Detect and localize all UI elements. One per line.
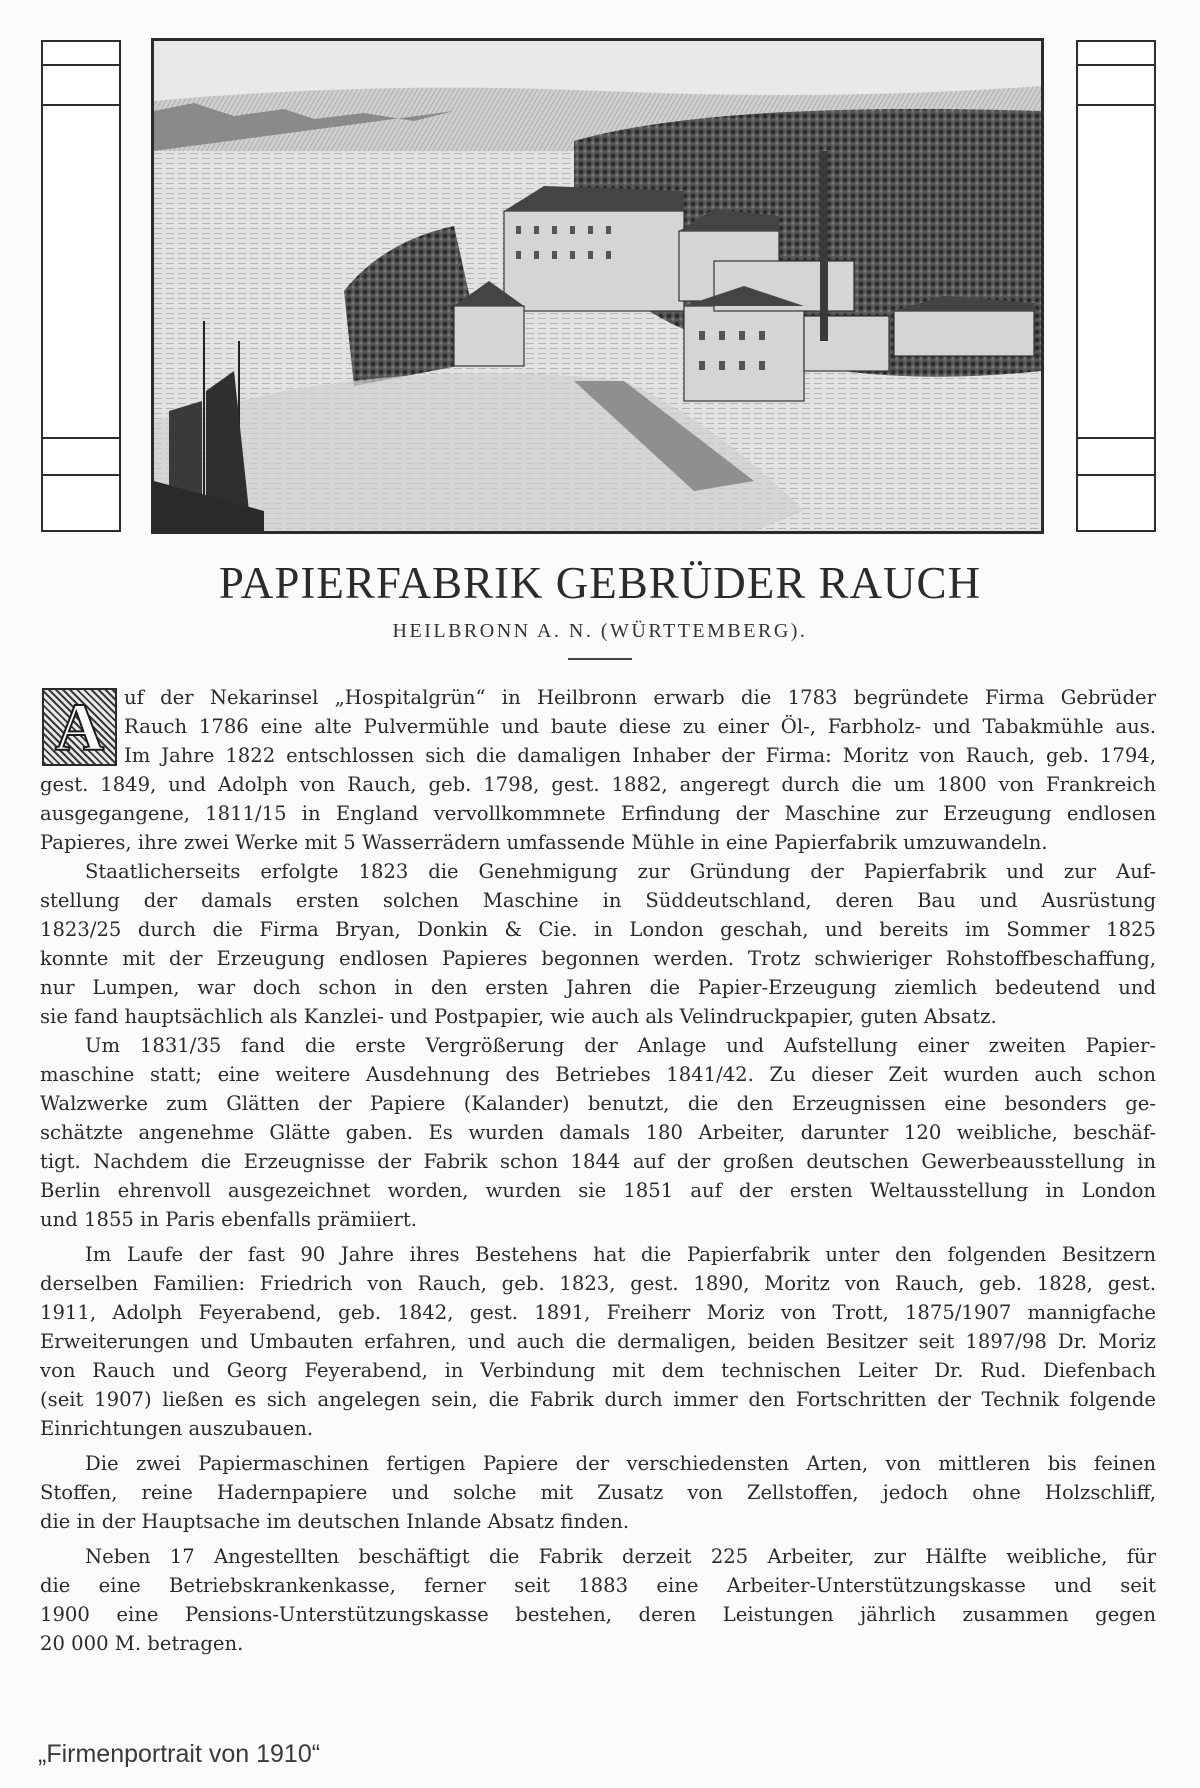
text-line: Berlin ehrenvoll ausgezeichnet worden, wurden sie 1851 auf der ersten Weltausstellung in London bbox=[40, 1179, 1156, 1202]
text-line: Walzwerke zum Glätten der Papiere (Kalander) benutzt, die den Erzeugnissen eine besonders ge- bbox=[40, 1092, 1156, 1115]
text-line: maschine statt; eine weitere Ausdehnung des Betriebes 1841/42. Zu dieser Zeit wurden auch schon bbox=[40, 1063, 1156, 1086]
text-line: 20 000 M. betragen. bbox=[40, 1632, 244, 1655]
text-line: von Rauch und Georg Feyerabend, in Verbindung mit dem technischen Leiter Dr. Rud. Diefenbach bbox=[40, 1359, 1156, 1382]
text-line: Papieres, ihre zwei Werke mit 5 Wasserrädern umfassende Mühle in eine Papierfabrik umzuwandeln. bbox=[40, 831, 1048, 854]
text-line: Im Laufe der fast 90 Jahre ihres Bestehens hat die Papierfabrik unter den folgenden Besitzern bbox=[85, 1243, 1156, 1266]
panel-rule bbox=[1078, 437, 1154, 439]
text-line: ausgegangene, 1811/15 in England vervollkommnete Erfindung der Maschine zur Erzeugung endlosen bbox=[40, 802, 1156, 825]
left-ornament-panel bbox=[41, 40, 121, 532]
text-line: 1911, Adolph Feyerabend, geb. 1842, gest. 1891, Freiherr Moriz von Trott, 1875/1907 mannigfache bbox=[40, 1301, 1156, 1324]
text-line: 1823/25 durch die Firma Bryan, Donkin & Cie. in London geschah, und bereits im Sommer 1825 bbox=[40, 918, 1156, 941]
factory-engraving-illustration bbox=[154, 41, 1041, 531]
title-divider bbox=[568, 658, 632, 660]
text-line: die in der Hauptsache im deutschen Inlande Absatz finden. bbox=[40, 1510, 630, 1533]
panel-rule bbox=[1078, 474, 1154, 476]
text-line: 1900 eine Pensions-Unterstützungskasse bestehen, deren Leistungen jährlich zusammen gegen bbox=[40, 1603, 1156, 1626]
page-subtitle: HEILBRONN A. N. (WÜRTTEMBERG). bbox=[392, 620, 808, 642]
text-line: konnte mit der Erzeugung endlosen Papieres begonnen werden. Trotz schwieriger Rohstoffbeschaffung, bbox=[40, 947, 1156, 970]
text-line: schätzte angenehme Glätte gaben. Es wurden damals 180 Arbeiter, darunter 120 weibliche, beschäf- bbox=[40, 1121, 1156, 1144]
text-line: Um 1831/35 fand die erste Vergrößerung der Anlage und Aufstellung einer zweiten Papier- bbox=[85, 1034, 1156, 1057]
text-line: gest. 1849, und Adolph von Rauch, geb. 1798, gest. 1882, angeregt durch die um 1800 von Frankreich bbox=[40, 773, 1156, 796]
text-line: sie fand hauptsächlich als Kanzlei- und Postpapier, wie auch als Velindruckpapier, guten Absatz. bbox=[40, 1005, 997, 1028]
right-ornament-panel bbox=[1076, 40, 1156, 532]
text-line: derselben Familien: Friedrich von Rauch, geb. 1823, gest. 1890, Moritz von Rauch, geb. 1828, gest. bbox=[40, 1272, 1156, 1295]
text-line: Einrichtungen auszubauen. bbox=[40, 1417, 314, 1440]
panel-rule bbox=[1078, 104, 1154, 106]
text-line: nur Lumpen, war doch schon in den ersten Jahren die Papier-Erzeugung ziemlich bedeutend und bbox=[40, 976, 1156, 999]
page-title: PAPIERFABRIK GEBRÜDER RAUCH bbox=[218, 558, 982, 608]
text-line: stellung der damals ersten solchen Maschine in Süddeutschland, deren Bau und Ausrüstung bbox=[40, 889, 1156, 912]
panel-rule bbox=[1078, 64, 1154, 66]
text-line: Stoffen, reine Hadernpapiere und solche mit Zusatz von Zellstoffen, jedoch ohne Holzschliff, bbox=[40, 1481, 1156, 1504]
drop-cap-letter: A bbox=[54, 689, 105, 765]
panel-rule bbox=[43, 474, 119, 476]
drop-cap-initial bbox=[42, 688, 117, 766]
text-line: Im Jahre 1822 entschlossen sich die damaligen Inhaber der Firma: Moritz von Rauch, geb. 1794, bbox=[124, 744, 1156, 767]
text-line: Rauch 1786 eine alte Pulvermühle und baute diese zu einer Öl-, Farbholz- und Tabakmühle aus. bbox=[124, 715, 1156, 738]
text-line: tigt. Nachdem die Erzeugnisse der Fabrik schon 1844 auf der großen deutschen Gewerbeausstellung in bbox=[40, 1150, 1156, 1173]
text-line: und 1855 in Paris ebenfalls prämiiert. bbox=[40, 1208, 417, 1231]
text-line: uf der Nekarinsel „Hospitalgrün“ in Heilbronn erwarb die 1783 begründete Firma Gebrüder bbox=[124, 686, 1156, 709]
text-line: Neben 17 Angestellten beschäftigt die Fabrik derzeit 225 Arbeiter, zur Hälfte weibliche, für bbox=[85, 1545, 1156, 1568]
text-line: Die zwei Papiermaschinen fertigen Papiere der verschiedensten Arten, von mittleren bis feinen bbox=[85, 1452, 1156, 1475]
factory-engraving bbox=[151, 38, 1044, 534]
text-line: (seit 1907) ließen es sich angelegen sein, die Fabrik durch immer den Fortschritten der Technik folgende bbox=[40, 1388, 1156, 1411]
panel-rule bbox=[43, 104, 119, 106]
text-line: Erweiterungen und Umbauten erfahren, und auch die dermaligen, beiden Besitzer seit 1897/98 Dr. Moriz bbox=[40, 1330, 1156, 1353]
text-line: die eine Betriebskrankenkasse, ferner seit 1883 eine Arbeiter-Unterstützungskasse und seit bbox=[40, 1574, 1156, 1597]
photo-caption: „Firmenportrait von 1910“ bbox=[38, 1740, 321, 1768]
panel-rule bbox=[43, 437, 119, 439]
panel-rule bbox=[43, 64, 119, 66]
text-line: Staatlicherseits erfolgte 1823 die Genehmigung zur Gründung der Papierfabrik und zur Auf- bbox=[85, 860, 1156, 883]
